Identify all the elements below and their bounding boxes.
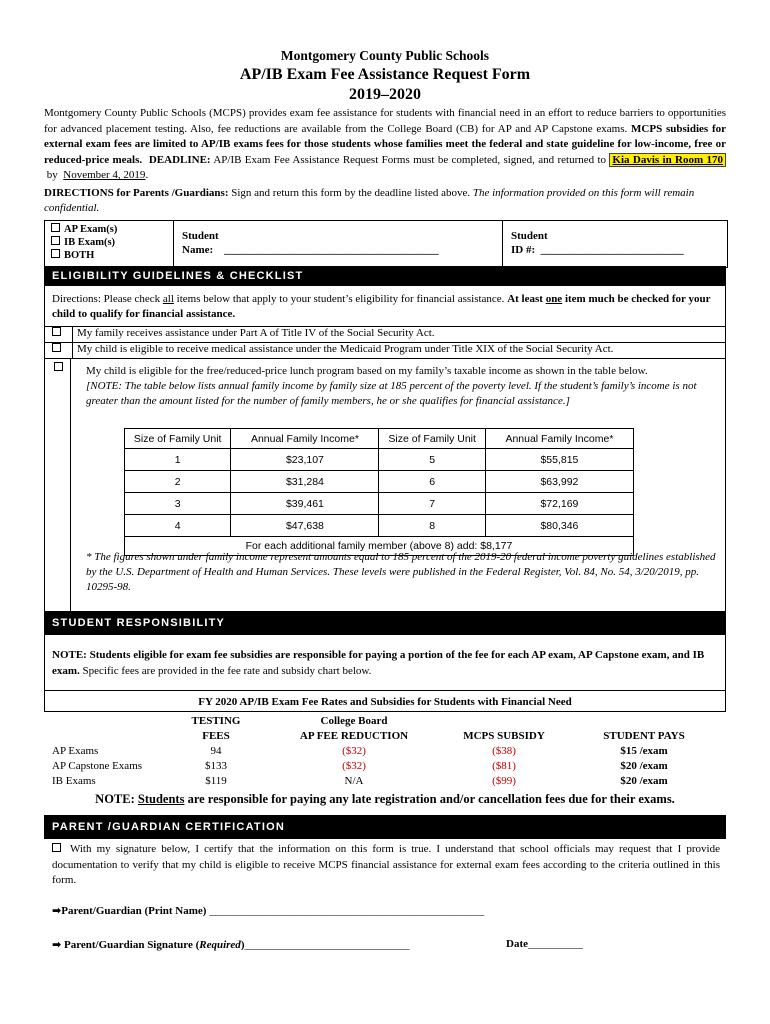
arrow-right-icon: ➡ <box>52 904 62 917</box>
dir-bold2: item much be checked for your child to qualify for financial assistance. <box>52 293 711 320</box>
fee-table-title: FY 2020 AP/IB Exam Fee Rates and Subsidies for Students with Financial Need <box>44 690 726 712</box>
family-size: 4 <box>125 515 231 537</box>
family-size: 5 <box>379 449 485 471</box>
eligibility-section-bar: ELIGIBILITY GUIDELINES & CHECKLIST <box>44 266 726 286</box>
checkbox-icon[interactable] <box>51 223 60 232</box>
family-size: 7 <box>379 493 485 515</box>
exam-option-both[interactable] <box>51 249 173 262</box>
student-id-line[interactable]: __________________________ <box>540 244 684 256</box>
signature-line[interactable]: ______________________________ <box>244 939 410 951</box>
header-cb-reduction: AP FEE REDUCTION <box>299 730 409 742</box>
checkbox-icon[interactable] <box>51 249 60 258</box>
checkbox-icon[interactable] <box>52 843 61 852</box>
deadline-date: November 4, 2019 <box>63 169 146 182</box>
date-line[interactable]: __________ <box>528 938 583 950</box>
signature-label: Parent/Guardian Signature ( <box>63 939 200 951</box>
directions-text: Sign and return this form by the deadline listed above. <box>231 187 471 199</box>
responsibility-note <box>52 648 720 679</box>
certification-section-bar: PARENT /GUARDIAN CERTIFICATION <box>44 815 726 839</box>
form-title: AP/IB Exam Fee Assistance Request Form <box>239 66 531 83</box>
dir-bold1: At least <box>507 293 543 305</box>
return-to-highlight: Kia Davis in Room 170 <box>609 153 726 167</box>
cb-reduction: ($32) <box>342 760 366 772</box>
note-text: are responsible for paying any late registration and/or cancellation fees due for their exams. <box>187 792 675 806</box>
income-item <box>86 364 720 409</box>
exam-name: AP Exams <box>52 745 99 757</box>
exam-option-ib[interactable] <box>51 236 173 249</box>
certification-text <box>52 842 720 889</box>
family-income: $80,346 <box>485 515 633 537</box>
checkbox-icon[interactable] <box>52 327 61 336</box>
fee-cb-values <box>284 744 424 789</box>
name-label: Name: <box>182 244 214 256</box>
fee-mcps-values <box>444 744 564 789</box>
deadline-text: AP/IB Exam Fee Assistance Request Forms must be completed, signed, and returned to <box>213 153 607 166</box>
family-income: $23,107 <box>231 449 379 471</box>
mcps-subsidy: ($38) <box>492 745 516 757</box>
print-name-line[interactable]: __________________________________________________ <box>209 905 485 917</box>
additional-member-amount: For each additional family member (above 8) add: $8,177 <box>125 537 634 556</box>
dir-label: Directions: <box>52 293 101 305</box>
directions-confidential: The information provided on this form will remain confidential. <box>44 187 695 215</box>
checklist-item-text: My child is eligible to receive medical assistance under the Medicaid Program under Title XIX of the Social Security Act. <box>73 343 726 359</box>
header-income: Annual Family Income* <box>231 429 379 449</box>
form-year: 2019–2020 <box>349 86 421 103</box>
checkbox-cell[interactable] <box>45 327 73 343</box>
directions <box>44 186 726 217</box>
intro-paragraph <box>44 106 726 184</box>
eligibility-checklist <box>44 326 726 359</box>
dir-one: one <box>545 293 563 305</box>
student-pays: $15 /exam <box>620 745 668 757</box>
exam-name: IB Exams <box>52 775 96 787</box>
family-size: 1 <box>125 449 231 471</box>
family-size: 6 <box>379 471 485 493</box>
family-size: 8 <box>379 515 485 537</box>
checkbox-column-3 <box>44 358 71 612</box>
student-id-label: Student <box>511 230 548 242</box>
deadline-period: . <box>145 169 149 182</box>
checkbox-icon[interactable] <box>51 236 60 245</box>
certification-statement: With my signature below, I certify that the information on this form is true. I understand that school officials may request that I provide documentation to verify that my child is eligible to receive MCPS financial assistance for external exam fees according to the criteria outlined in this form. <box>52 843 720 886</box>
mcps-subsidy: ($99) <box>492 775 516 787</box>
exam-option-label: AP Exam(s) <box>64 224 118 235</box>
table-row <box>125 515 634 537</box>
fee-exam-names <box>52 744 172 789</box>
responsibility-note-text: Specific fees are provided in the fee rate and subsidy chart below. <box>82 664 372 677</box>
checklist-item-text: My family receives assistance under Part A of Title IV of the Social Security Act. <box>73 327 726 343</box>
student-name-label: Student <box>182 230 219 242</box>
student-name-field[interactable] <box>174 221 503 267</box>
header-size: Size of Family Unit <box>125 429 231 449</box>
responsibility-note-bold: NOTE: Students eligible for exam fee subsidies are responsible for paying a portion of the fee for each AP exam, AP Capstone exam, and IB exam. <box>52 649 705 677</box>
header-testing: TESTING <box>191 715 241 727</box>
checklist-item <box>45 327 726 343</box>
fee-pays-values <box>584 744 704 789</box>
checkbox-cell[interactable] <box>45 343 73 359</box>
student-pays: $20 /exam <box>620 760 668 772</box>
checkbox-icon[interactable] <box>52 343 61 352</box>
header-fees: FEES <box>202 730 230 742</box>
cb-reduction: ($32) <box>342 745 366 757</box>
dir-all: all <box>162 293 174 305</box>
student-name-line[interactable]: _______________________________________ <box>224 244 439 256</box>
dir-text: Please check <box>103 293 161 305</box>
responsibility-section-bar: STUDENT RESPONSIBILITY <box>44 611 726 635</box>
checklist-item <box>45 343 726 359</box>
student-pays: $20 /exam <box>620 775 668 787</box>
date-label: Date <box>506 938 528 950</box>
income-item-text: My child is eligible for the free/reduced-price lunch program based on my family’s taxable income as shown in the table below. <box>86 365 648 377</box>
header-size: Size of Family Unit <box>379 429 485 449</box>
family-size: 2 <box>125 471 231 493</box>
fee-col-testing <box>156 714 276 744</box>
signature-label-close: ) <box>240 939 245 951</box>
family-size: 3 <box>125 493 231 515</box>
note-label: NOTE: <box>95 792 135 806</box>
header-income: Annual Family Income* <box>485 429 633 449</box>
exam-type-selector <box>45 221 174 267</box>
eligibility-directions <box>52 292 716 322</box>
exam-option-label: BOTH <box>64 250 95 261</box>
family-income: $72,169 <box>485 493 633 515</box>
signature-row <box>52 938 409 951</box>
date-row <box>506 938 583 950</box>
student-id-field[interactable] <box>503 221 727 267</box>
id-label: ID #: <box>511 244 536 256</box>
dir-text2: items below that apply to your student’s eligibility for financial assistance. <box>176 293 505 305</box>
income-item-note: [NOTE: The table below lists annual family income by family size at 185 percent of the poverty level. If the student’s family’s income is not greater than the amount listed for the number of family members, he or she qualifies for financial assistance.] <box>86 380 697 407</box>
testing-fee: 94 <box>210 745 222 757</box>
income-table-header <box>125 429 634 449</box>
intro-subsidy-limit: MCPS subsidies for external exam fees are limited to AP/IB exams fees for those students whose families meet the federal and state guideline for low-income, free or reduced-price meals. <box>44 122 726 166</box>
cb-reduction: N/A <box>344 775 364 787</box>
family-income: $31,284 <box>231 471 379 493</box>
table-row <box>125 493 634 515</box>
family-income: $55,815 <box>485 449 633 471</box>
student-info-row <box>44 220 728 268</box>
income-footnote: * The figures shown under family income represent amounts equal to 185 percent of the 2019-20 federal income poverty guidelines established by the U.S. Department of Health and Human Services. These levels were published in the Federal Register, Vol. 84, No. 54, 3/20/2019, pp. 10295-98. <box>86 551 716 593</box>
fee-note <box>44 792 726 807</box>
family-income: $47,638 <box>231 515 379 537</box>
by-word: by <box>46 169 58 182</box>
exam-option-ap[interactable] <box>51 223 173 236</box>
table-row <box>125 471 634 493</box>
checkbox-icon[interactable] <box>54 362 63 371</box>
intro-text: Montgomery County Public Schools (MCPS) provides exam fee assistance for students with financial need in an effort to reduce barriers to opportunities for advanced placement testing. Also, fee reductions are available from the College Board (CB) for AP and AP Capstone exams. <box>44 107 726 135</box>
print-name-row <box>52 904 484 917</box>
deadline-label: DEADLINE: <box>148 153 211 166</box>
directions-label: DIRECTIONS for Parents /Guardians: <box>44 187 229 199</box>
header-mcps: MCPS SUBSIDY <box>463 730 545 742</box>
exam-name: AP Capstone Exams <box>52 760 143 772</box>
org-name: Montgomery County Public Schools <box>280 48 490 63</box>
fee-testing-values <box>156 744 276 789</box>
exam-option-label: IB Exam(s) <box>64 237 116 248</box>
header-student-pays: STUDENT PAYS <box>603 730 685 742</box>
family-income: $39,461 <box>231 493 379 515</box>
income-table <box>124 428 634 556</box>
arrow-right-icon: ➡ <box>52 938 62 951</box>
note-students: Students <box>137 792 185 806</box>
fee-col-cb <box>284 714 424 744</box>
mcps-subsidy: ($81) <box>492 760 516 772</box>
testing-fee: $119 <box>205 775 227 787</box>
testing-fee: $133 <box>205 760 227 772</box>
print-name-label: Parent/Guardian (Print Name) <box>61 905 207 917</box>
signature-required: Required <box>199 939 241 951</box>
table-row <box>125 449 634 471</box>
header-cb: College Board <box>320 715 388 727</box>
family-income: $63,992 <box>485 471 633 493</box>
